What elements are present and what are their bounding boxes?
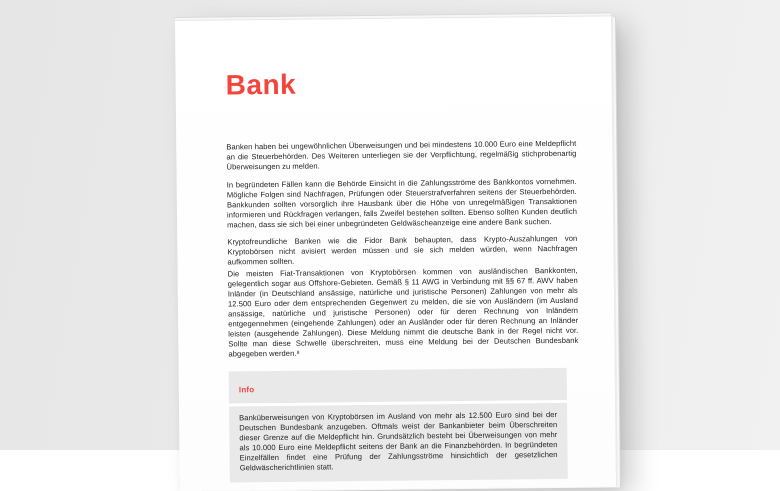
page-content <box>175 16 616 491</box>
info-box <box>229 367 568 482</box>
info-box-header <box>229 367 567 403</box>
body-paragraph-2: In begründeten Fällen kann die Behörde Einsicht in die Zahlungsströme des Bankkontos vornehmen. Mögliche Folgen sind Nachfragen, Prüfungen oder Steuerstrafverfahren seitens der Steuerbehörden. Bankkunden sollten vorsorglich ihre Hausbank über die Höhe von unregelmäßigen Transaktionen informieren und Rückfragen verlangen, falls Zweifel bestehen sollten. Ebenso sollten Kunden deutlich machen, dass sie sich bei einer unbegründeten Geldwäscheanzeige eine andere Bank suchen. <box>227 176 578 230</box>
page-title: Bank <box>226 67 576 101</box>
body-paragraph-3: Kryptofreundliche Banken wie die Fidor Bank behaupten, dass Krypto-Auszahlungen von Kryptobörsen nicht avisiert werden müssen und sie sich melden würden, wenn Nachfragen aufkommen sollten. <box>227 234 577 268</box>
info-box-title: Info <box>239 385 255 394</box>
body-paragraph-4: Die meisten Fiat-Transaktionen von Kryptobörsen kommen von ausländischen Bankkonten, gelegentlich sogar aus Offshore-Gebieten. Gemäß § 11 AWG in Verbindung mit §§ 67 ff. AWV haben Inländer (in Deutschland ansässige, natürliche und juristische Personen) Zahlungen von mehr als 12.500 Euro oder dem entsprechenden Gegenwert zu melden, die sie von Ausländern (im Ausland ansässige, natürliche und juristische Personen) oder für deren Rechnung von Inländern entgegennehmen (eingehende Zahlungen) oder an Ausländer oder für deren Rechnung an Inländer leisten (ausgehende Zahlungen). Diese Meldung nimmt die deutsche Bank in der Regel nicht vor. Sollte man diese Schwelle überschreiten, muss eine Meldung bei der Deutschen Bundesbank abgegeben werden.⁸ <box>228 265 579 359</box>
info-box-text: Banküberweisungen von Kryptobörsen im Ausland von mehr als 12.500 Euro sind bei der Deutschen Bundesbank anzugeben. Oftmals weist der Bankanbieter beim Überschreiten dieser Grenze auf die Meldepflicht hin. Grundsätzlich besteht bei Überweisungen von mehr als 10.000 Euro eine Meldepflicht seitens der Bank an die Finanzbehörden. In begründeten Einzelfällen findet eine Prüfung der Zahlungsströme hinsichtlich der gesetzlichen Geldwäscherichtlinien statt. <box>229 402 568 482</box>
body-paragraph-1: Banken haben bei ungewöhnlichen Überweisungen und bei mindestens 10.000 Euro eine Meldepflicht an die Steuerbehörden. Des Weiteren unterliegen sie der Verpflichtung, regelmäßig stichprobenartig Überweisungen zu melden. <box>226 139 576 173</box>
book-page <box>175 16 616 491</box>
